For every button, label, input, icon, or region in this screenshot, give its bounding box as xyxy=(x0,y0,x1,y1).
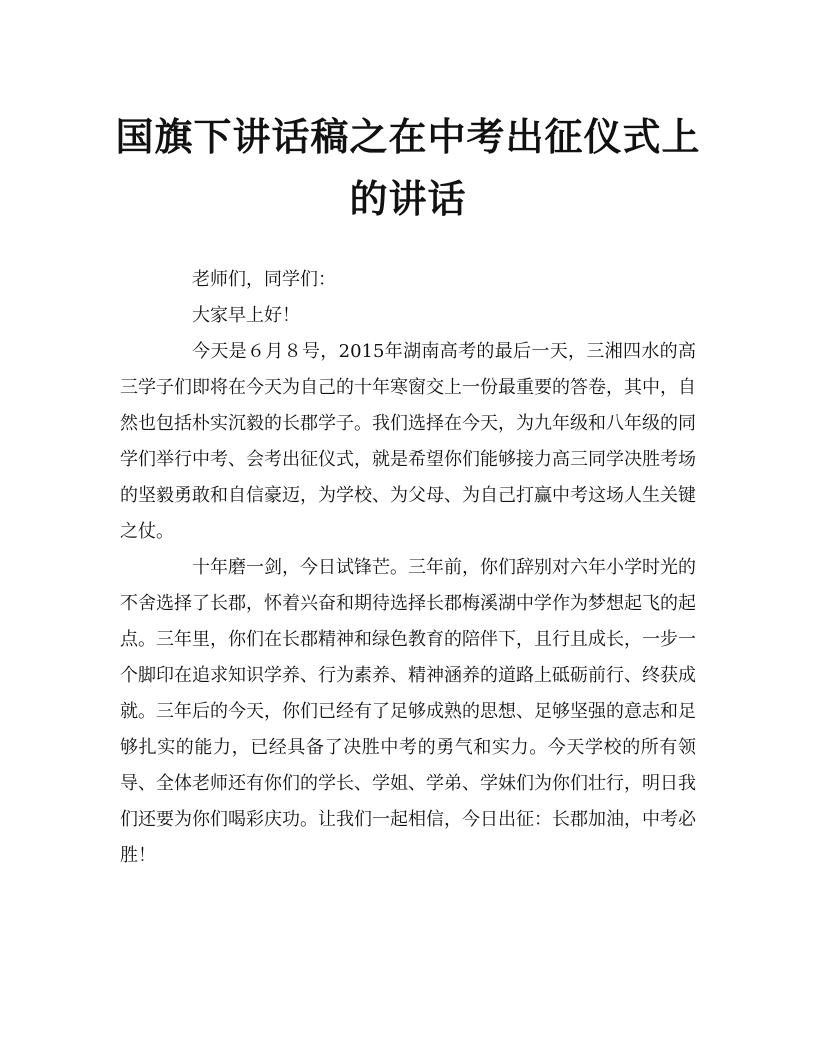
greeting: 大家早上好！ xyxy=(192,305,300,326)
document-body xyxy=(120,262,696,874)
body-paragraph-1: 今天是６月８号，2015年湖南高考的最后一天，三湘四水的高三学子们即将在今天为自己的十年寒窗交上一份最重要的答卷，其中，自然也包括朴实沉毅的长郡学子。我们选择在今天，为九年级和八年级的同学们举行中考、会考出征仪式，就是希望你们能够接力高三同学决胜考场的坚毅勇敢和自信豪迈，为学校、为父母、为自己打赢中考这场人生关键之仗。 xyxy=(120,341,696,542)
salutation: 老师们，同学们： xyxy=(192,269,336,290)
body-paragraph-2: 十年磨一剑，今日试锋芒。三年前，你们辞别对六年小学时光的不舍选择了长郡，怀着兴奋和期待选择长郡梅溪湖中学作为梦想起飞的起点。三年里，你们在长郡精神和绿色教育的陪伴下，且行且成长，一步一个脚印在追求知识学养、行为素养、精神涵养的道路上砥砺前行、终获成就。三年后的今天，你们已经有了足够成熟的思想、足够坚强的意志和足够扎实的能力，已经具备了决胜中考的勇气和实力。今天学校的所有领导、全体老师还有你们的学长、学姐、学弟、学妹们为你们壮行，明日我们还要为你们喝彩庆功。让我们一起相信，今日出征：长郡加油，中考必胜！ xyxy=(120,557,696,866)
document-title: 国旗下讲话稿之在中考出征仪式上的讲话 xyxy=(115,114,701,221)
